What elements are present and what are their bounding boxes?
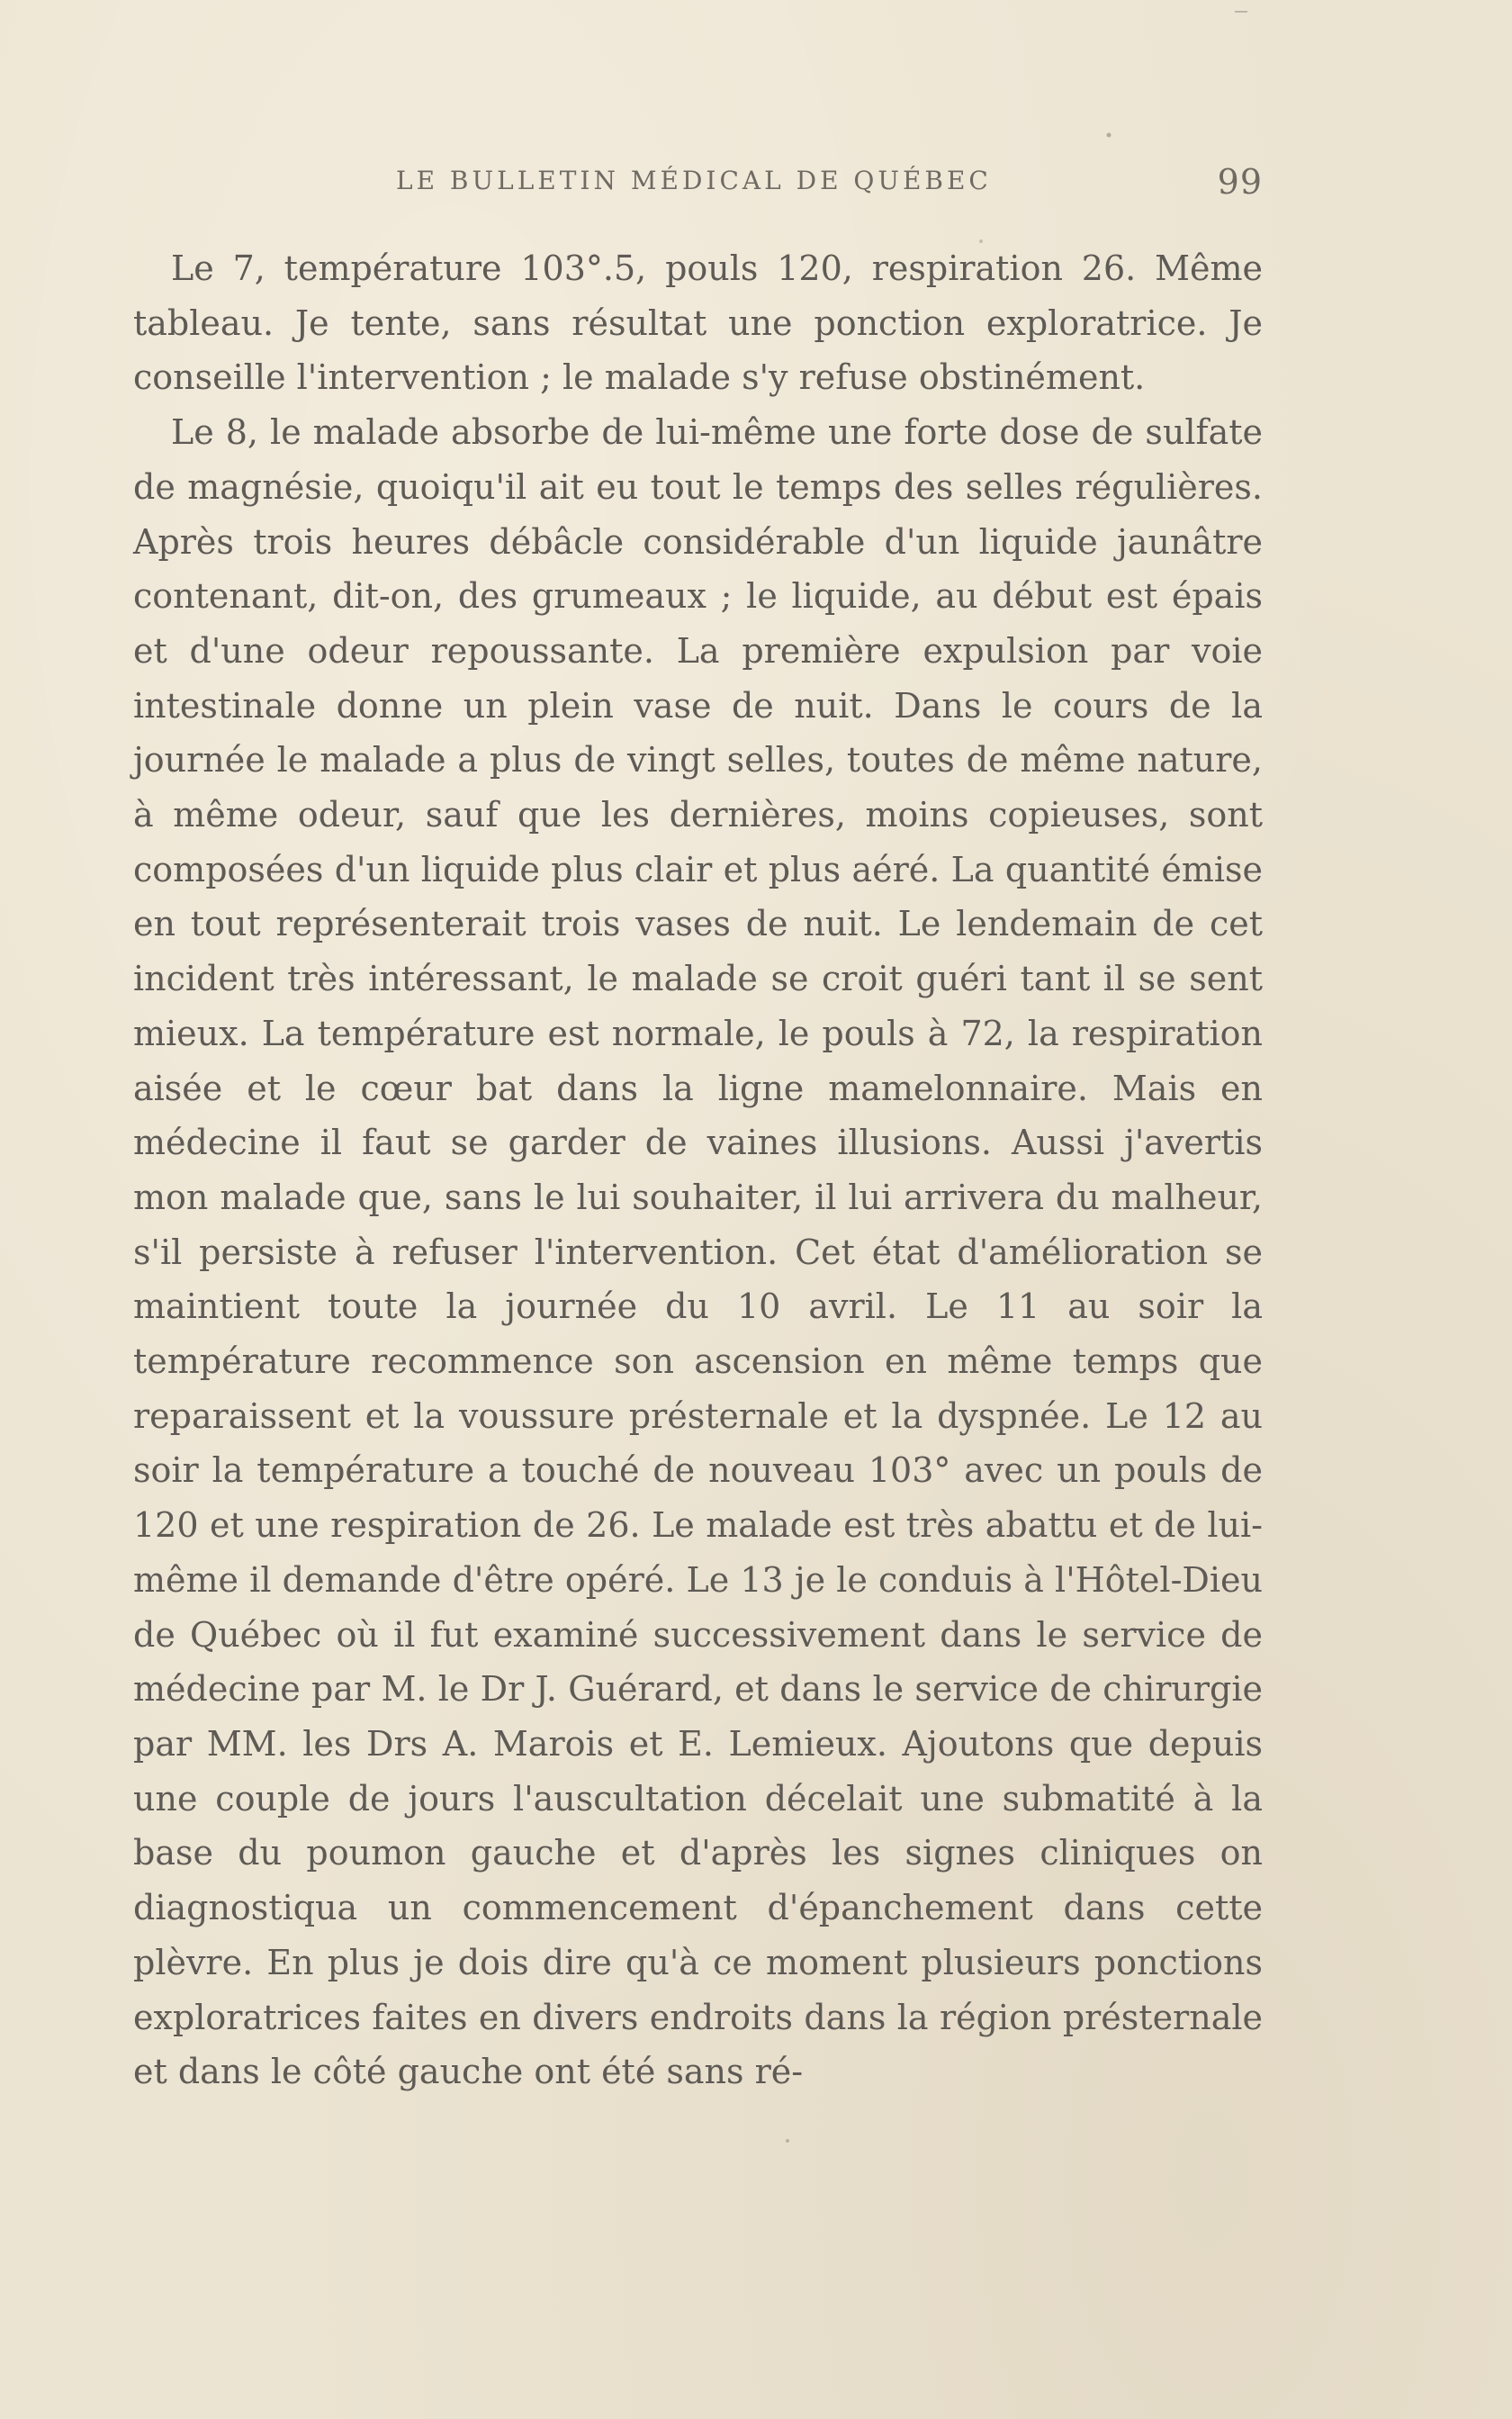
paragraph: Le 7, température 103°.5, pouls 120, respiration 26. Même tableau. Je tente, sans résultat une ponction exploratrice. Je conseille l'intervention ; le malade s'y refuse obstinément. — [133, 248, 1263, 398]
body-text — [133, 241, 1263, 2099]
running-head — [133, 162, 1263, 205]
page-number: 99 — [1217, 162, 1263, 202]
running-title: LE BULLETIN MÉDICAL DE QUÉBEC — [396, 166, 992, 195]
paragraph: Le 8, le malade absorbe de lui-même une forte dose de sulfate de magnésie, quoiqu'il ait eu tout le temps des selles régulières. Après trois heures débâcle considérable d'un liquide jaunâtre contenant, dit-on, des grumeaux ; le liquide, au début est épais et d'une odeur repoussante. La première expulsion par voie intestinale donne un plein vase de nuit. Dans le cours de la journée le malade a plus de vingt selles, toutes de même nature, à même odeur, sauf que les dernières, moins copieuses, sont composées d'un liquide plus clair et plus aéré. La quantité émise en tout représenterait trois vases de nuit. Le lendemain de cet incident très intéressant, le malade se croit guéri tant il se sent mieux. La température est normale, le pouls à 72, la respiration aisée et le cœur bat dans la ligne mamelonnaire. Mais en médecine il faut se garder de vaines illusions. Aussi j'avertis mon malade que, sans le lui souhaiter, il lui arrivera du malheur, s'il persiste à refuser l'intervention. Cet état d'amélioration se maintient toute la journée du 10 avril. Le 11 au soir la température recommence son ascension en même temps que reparaissent et la voussure présternale et la dyspnée. Le 12 au soir la température a touché de nouveau 103° avec un pouls de 120 et une respiration de 26. Le malade est très abattu et de lui-même il demande d'être opéré. Le 13 je le conduis à l'Hôtel-Dieu de Québec où il fut examiné successivement dans le service de médecine par M. le Dr J. Guérard, et dans le service de chirurgie par MM. les Drs A. Marois et E. Lemieux. Ajoutons que depuis une couple de jours l'auscultation décelait une submatité à la base du poumon gauche et d'après les signes cliniques on diagnostiqua un commencement d'épanchement dans cette plèvre. En plus je dois dire qu'à ce moment plusieurs ponctions exploratrices faites en divers endroits dans la région présternale et dans le côté gauche ont été sans ré- — [133, 412, 1263, 2092]
